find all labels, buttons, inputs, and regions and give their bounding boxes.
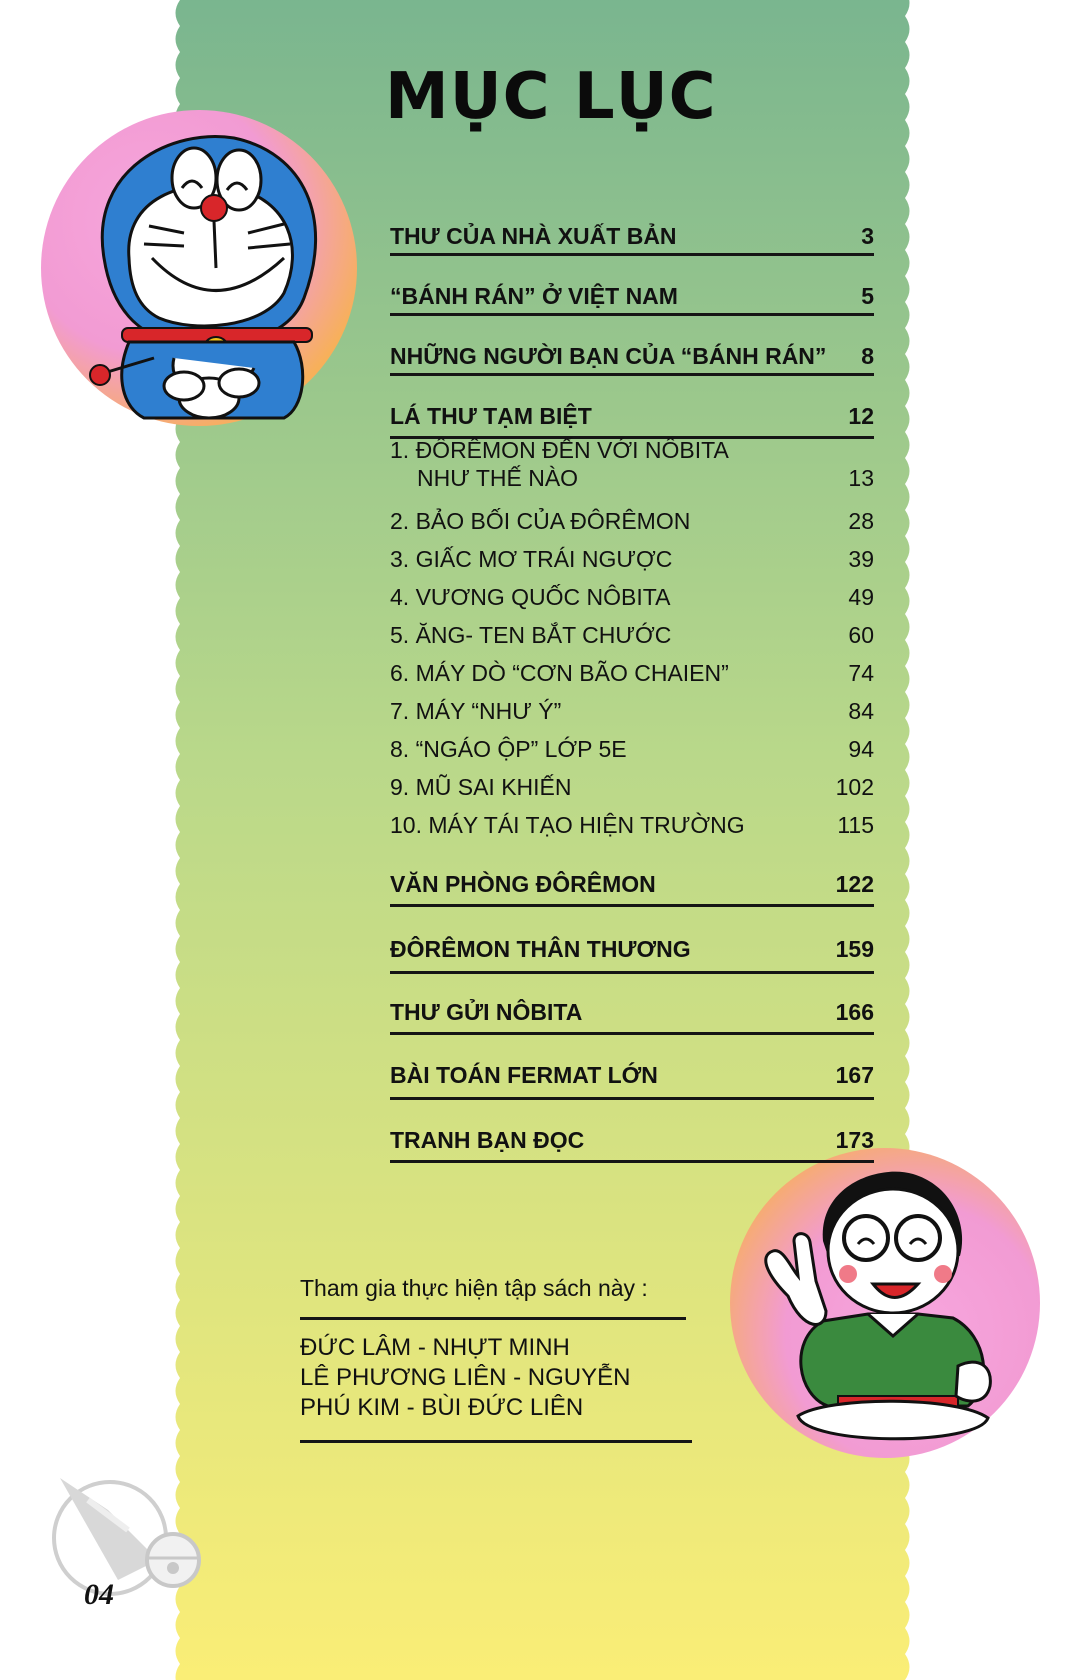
chapter-page: 115 xyxy=(837,812,874,838)
toc-chapters xyxy=(390,436,874,839)
chapter-label: 5. ĂNG- TEN BẮT CHƯỚC xyxy=(390,622,672,648)
toc-entry xyxy=(390,856,874,907)
chapter-page: 28 xyxy=(848,508,874,534)
chapter-entry xyxy=(390,622,874,649)
chapter-entry xyxy=(390,736,874,763)
toc-entry-label: “BÁNH RÁN” Ở VIỆT NAM xyxy=(390,283,678,309)
chapter-label: 1. ĐÔRÊMON ĐẾN VỚI NÔBITA xyxy=(390,437,729,463)
toc-entry xyxy=(390,330,874,376)
credits-line: ĐỨC LÂM - NHỰT MINH xyxy=(300,1334,570,1361)
credits-heading: Tham gia thực hiện tập sách này : xyxy=(300,1275,648,1301)
chapter-label: 9. MŨ SAI KHIẾN xyxy=(390,774,572,800)
chapter-label: 2. BẢO BỐI CỦA ĐÔRÊMON xyxy=(390,508,691,534)
toc-entry-label: VĂN PHÒNG ĐÔRÊMON xyxy=(390,871,656,897)
chapter-page: 102 xyxy=(835,774,874,800)
chapter-label: 6. MÁY DÒ “CƠN BÃO CHAIEN” xyxy=(390,660,729,686)
toc-entry xyxy=(390,986,874,1035)
chapter-entry xyxy=(390,436,874,492)
toc-entry-page: 173 xyxy=(835,1127,874,1153)
credits-divider xyxy=(300,1317,686,1320)
toc-entry-page: 122 xyxy=(835,871,874,897)
chapter-entry xyxy=(390,812,874,839)
chapter-entry xyxy=(390,508,874,535)
chapter-page: 13 xyxy=(848,465,874,491)
toc-entry-label: THƯ CỦA NHÀ XUẤT BẢN xyxy=(390,223,677,249)
toc-entry xyxy=(390,390,874,439)
credits-divider xyxy=(300,1440,692,1443)
toc-entry-label: THƯ GỬI NÔBITA xyxy=(390,999,583,1025)
toc-entry-page: 167 xyxy=(835,1062,874,1088)
chapter-label-cont: NHƯ THẾ NÀO xyxy=(417,465,579,491)
chapter-label: 4. VƯƠNG QUỐC NÔBITA xyxy=(390,584,671,610)
chapter-entry xyxy=(390,698,874,725)
toc-entry-page: 166 xyxy=(835,999,874,1025)
toc-entry-label: ĐÔRÊMON THÂN THƯƠNG xyxy=(390,936,691,962)
chapter-page: 74 xyxy=(848,660,874,686)
chapter-label: 8. “NGÁO ỘP” LỚP 5E xyxy=(390,736,627,762)
chapter-label: 10. MÁY TÁI TẠO HIỆN TRƯỜNG xyxy=(390,812,745,838)
toc-entry xyxy=(390,1047,874,1100)
chapter-entry xyxy=(390,584,874,611)
toc-entry-label: TRANH BẠN ĐỌC xyxy=(390,1127,585,1153)
chapter-page: 49 xyxy=(848,584,874,610)
chapter-page: 94 xyxy=(848,736,874,762)
toc-entry-page: 8 xyxy=(861,343,874,369)
toc-entry-page: 5 xyxy=(861,283,874,309)
page-number: 04 xyxy=(84,1578,114,1611)
toc-entry xyxy=(390,210,874,256)
chapter-label: 3. GIẤC MƠ TRÁI NGƯỢC xyxy=(390,546,673,572)
toc-entry-page: 3 xyxy=(861,223,874,249)
nobita-illustration xyxy=(728,1146,1043,1461)
chapter-page: 39 xyxy=(848,546,874,572)
page-title: MỤC LỤC xyxy=(385,60,717,134)
toc-entry xyxy=(390,919,874,974)
doraemon-illustration xyxy=(34,108,364,428)
credits-names xyxy=(300,1333,630,1423)
toc-entry xyxy=(390,1112,874,1163)
toc-entry-label: BÀI TOÁN FERMAT LỚN xyxy=(390,1062,658,1088)
chapter-entry xyxy=(390,546,874,573)
publisher-logo xyxy=(48,1470,208,1600)
toc-entry-page: 159 xyxy=(835,936,874,962)
chapter-entry xyxy=(390,774,874,801)
toc-main xyxy=(390,210,874,439)
credits-line: PHÚ KIM - BÙI ĐỨC LIÊN xyxy=(300,1394,584,1421)
chapter-label: 7. MÁY “NHƯ Ý” xyxy=(390,698,562,724)
chapter-entry xyxy=(390,660,874,687)
toc-entry-label: NHỮNG NGƯỜI BẠN CỦA “BÁNH RÁN” xyxy=(390,343,827,369)
credits-line: LÊ PHƯƠNG LIÊN - NGUYỄN xyxy=(300,1364,631,1391)
toc-end xyxy=(390,856,874,1163)
chapter-page: 60 xyxy=(848,622,874,648)
toc-entry-page: 12 xyxy=(848,403,874,429)
toc-entry xyxy=(390,270,874,316)
chapter-page: 84 xyxy=(848,698,874,724)
toc-entry-label: LÁ THƯ TẠM BIỆT xyxy=(390,403,592,429)
